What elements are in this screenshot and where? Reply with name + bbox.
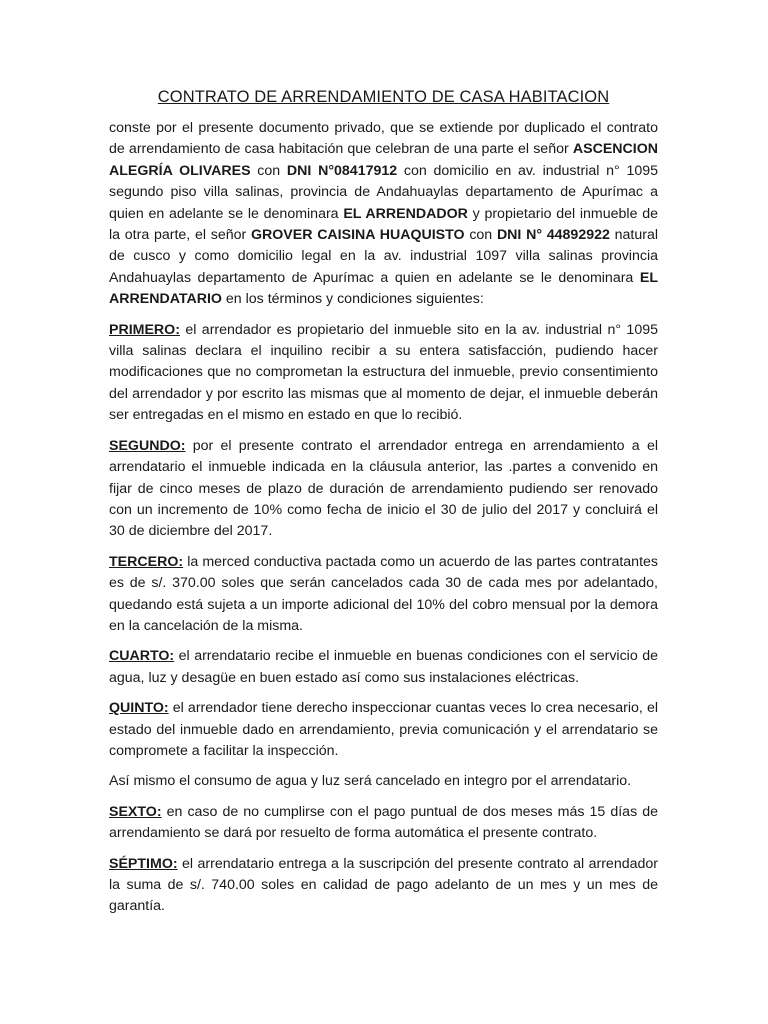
clause-primero: [109, 320, 658, 427]
contract-document: [109, 84, 658, 927]
intro-paragraph: [109, 118, 658, 311]
intro-text: con: [464, 227, 497, 244]
clause-segundo: [109, 436, 658, 543]
clause-label: CUARTO:: [109, 648, 175, 665]
clause-text: Así mismo el consumo de agua y luz será cancelado en integro por el arrendatario.: [109, 773, 632, 790]
clause-text: el arrendador tiene derecho inspeccionar cuantas veces lo crea necesario, el estado del inmueble dado en arrendamiento, previa comunicación y el arrendatario se compromete a facilitar la inspección.: [109, 700, 658, 759]
clause-text: la merced conductiva pactada como un acuerdo de las partes contratantes es de s/. 370.00 soles que serán cancelados cada 30 de cada mes por adelantado, quedando está sujeta a un importe adicional del 10% del cobro mensual por la demora en la cancelación de la misma.: [109, 553, 658, 634]
tenant-dni: DNI N° 44892922: [496, 227, 610, 244]
landlord-role: EL ARRENDADOR: [343, 205, 468, 222]
intro-text: natural de cusco y como domicilio legal en la av. industrial 1097 villa salinas provincia Andahuaylas departamento de Apurímac a quien en adelante se le denominara: [109, 227, 659, 286]
clause-sexto: [109, 802, 658, 845]
clause-label: PRIMERO:: [109, 321, 180, 338]
intro-text: conste por el presente documento privado, que se extiende por duplicado el contrato de arrendamiento de casa habitación que celebran de una parte el señor: [109, 120, 658, 158]
tenant-name: GROVER CAISINA HUAQUISTO: [250, 227, 465, 244]
clause-label: QUINTO:: [109, 700, 169, 717]
clause-text: el arrendatario recibe el inmueble en buenas condiciones con el servicio de agua, luz y desagüe en buen estado así como sus instalaciones eléctricas.: [109, 648, 658, 686]
clause-text: en caso de no cumplirse con el pago puntual de dos meses más 15 días de arrendamiento se dará por resuelto de forma automática el presente contrato.: [109, 803, 658, 842]
clause-septimo: [109, 854, 658, 918]
intro-text: en los términos y condiciones siguientes:: [221, 291, 484, 308]
clause-label: TERCERO:: [109, 553, 184, 570]
landlord-dni: DNI N°08417912: [286, 162, 398, 179]
clause-asimismo: [109, 771, 658, 792]
intro-text: con domicilio en av. industrial n° 1095 segundo piso villa salinas, provincia de Andahuaylas departamento de Apurímac a quien en adelante se le denominara: [109, 162, 659, 222]
clause-label: SEGUNDO:: [109, 437, 186, 454]
document-title: CONTRATO DE ARRENDAMIENTO DE CASA HABITACION: [157, 88, 610, 106]
clause-text: por el presente contrato el arrendador entrega en arrendamiento a el arrendatario el inmueble indicada en la cláusula anterior, las .partes a convenido en fijar de cinco meses de plazo de duración de arrendamiento pudiendo ser renovado con un incremento de 10% como fecha de inicio el 30 de julio del 2017 y concluirá el 30 de diciembre del 2017.: [109, 437, 658, 540]
clause-text: el arrendador es propietario del inmueble sito en la av. industrial n° 1095 villa salinas declara el inquilino recibir a su entera satisfacción, pudiendo hacer modificaciones que no comprometan la estructura del inmueble, previo consentimiento del arrendador y por escrito las mismas que al momento de dejar, el inmueble deberán ser entregadas en el mismo en estado en que lo recibió.: [109, 321, 658, 424]
intro-text: con: [250, 162, 287, 179]
clause-label: SÉPTIMO:: [109, 855, 178, 872]
landlord-name: ASCENCION ALEGRÍA OLIVARES: [109, 141, 658, 179]
clause-cuarto: [109, 646, 658, 689]
clause-label: SEXTO:: [109, 803, 162, 820]
intro-text: y propietario del inmueble de la otra parte, el señor: [109, 205, 658, 244]
clause-text: el arrendatario entrega a la suscripción del presente contrato al arrendador la suma de s/. 740.00 soles en calidad de pago adelanto de un mes y un mes de garantía.: [109, 855, 658, 915]
clause-quinto: [109, 698, 658, 762]
tenant-role: EL ARRENDATARIO: [109, 269, 658, 308]
clause-tercero: [109, 552, 658, 638]
